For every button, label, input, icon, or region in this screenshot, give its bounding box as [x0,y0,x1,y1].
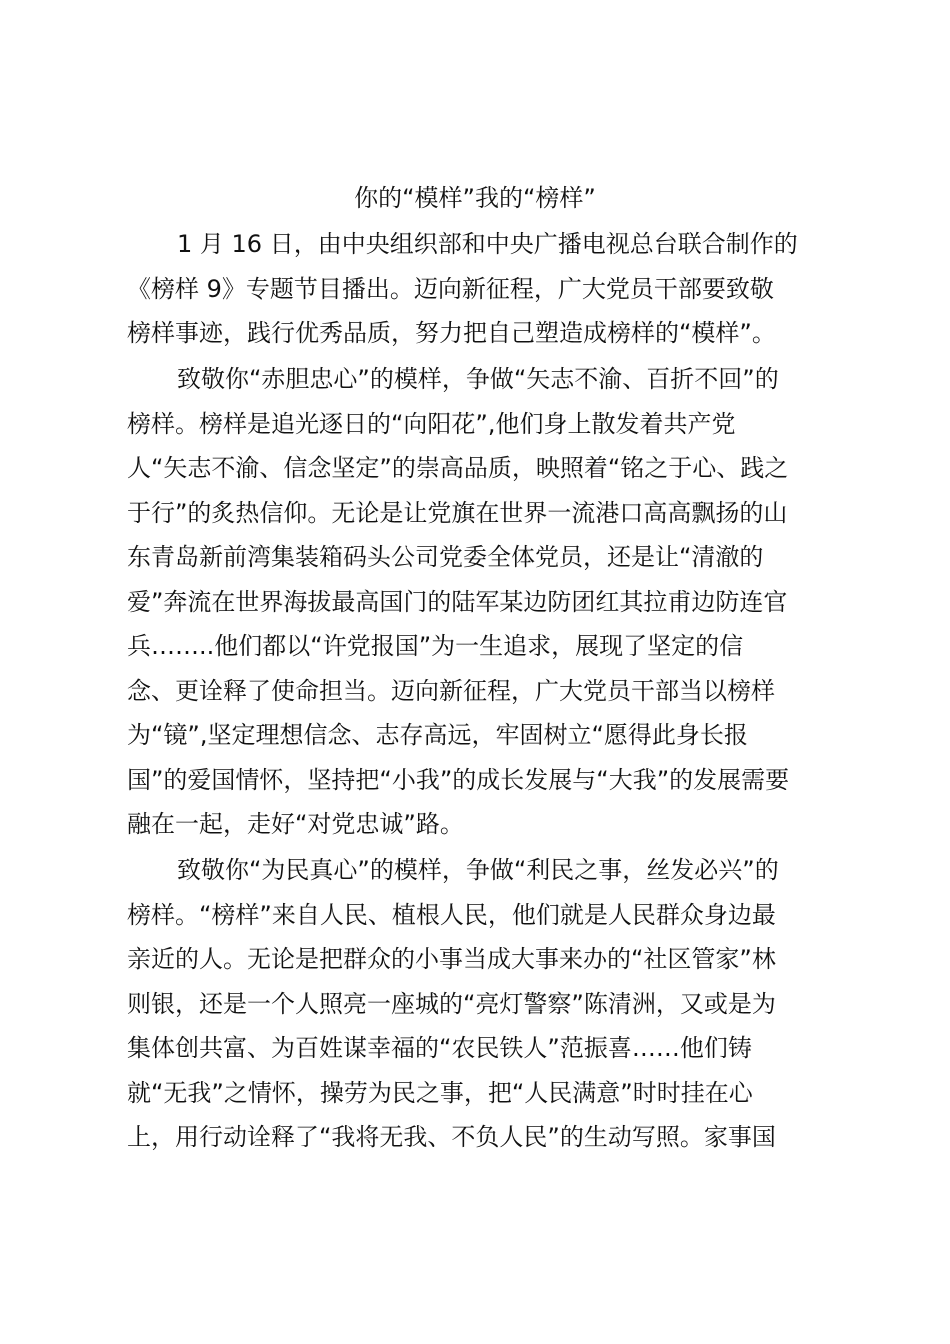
text-line: 《榜样 9》专题节目播出。迈向新征程，广大党员干部要致敬 [127,274,774,303]
text-line: 念、更诠释了使命担当。迈向新征程，广大党员干部当以榜样 [127,676,775,705]
paragraph-2 [127,357,847,847]
text-line: 上，用行动诠释了“我将无我、不负人民”的生动写照。家事国 [127,1123,776,1151]
text-line: 1 月 16 日，由中央组织部和中央广播电视总台联合制作的 [177,230,798,258]
text-line: 国”的爱国情怀，坚持把“小我”的成长发展与“大我”的发展需要 [127,765,790,794]
text-line: 则银，还是一个人照亮一座城的“亮灯警察”陈清洲，又或是为 [127,989,776,1018]
paragraph-1 [127,222,847,356]
text-line: 于行”的炙热信仰。无论是让党旗在世界一流港口高高飘扬的山 [127,498,788,527]
text-line: 榜样。“榜样”来自人民、植根人民，他们就是人民群众身边最 [127,900,776,929]
document-title: 你的“模样”我的“榜样” [354,184,596,212]
text-line: 人“矢志不渝、信念坚定”的崇高品质，映照着“铭之于心、践之 [127,454,789,482]
text-line: 就“无我”之情怀，操劳为民之事，把“人民满意”时时挂在心 [127,1078,753,1107]
text-line: 榜样。榜样是追光逐日的“向阳花”,他们身上散发着共产党 [127,409,736,438]
text-line: 亲近的人。无论是把群众的小事当成大事来办的“社区管家”林 [127,945,776,973]
text-line: 爱”奔流在世界海拔最高国门的陆军某边防团红其拉甫边防连官 [127,587,788,616]
text-line: 融在一起，走好“对党忠诚”路。 [127,810,464,838]
text-line: 兵……..他们都以“许党报国”为一生追求，展现了坚定的信 [127,632,744,660]
paragraph-3 [127,848,847,1160]
text-line: 东青岛新前湾集装箱码头公司党委全体党员，还是让“清澈的 [127,543,764,571]
text-line: 致敬你“赤胆忠心”的模样，争做“矢志不渝、百折不回”的 [177,365,779,393]
text-line: 为“镜”,坚定理想信念、志存高远，牢固树立“愿得此身长报 [127,721,748,749]
text-line: 致敬你“为民真心”的模样，争做“利民之事，丝发必兴”的 [177,856,779,884]
text-line: 榜样事迹，践行优秀品质，努力把自己塑造成榜样的“模样”。 [127,319,776,347]
text-line: 集体创共富、为百姓谋幸福的“农民铁人”范振喜……他们铸 [127,1034,752,1062]
